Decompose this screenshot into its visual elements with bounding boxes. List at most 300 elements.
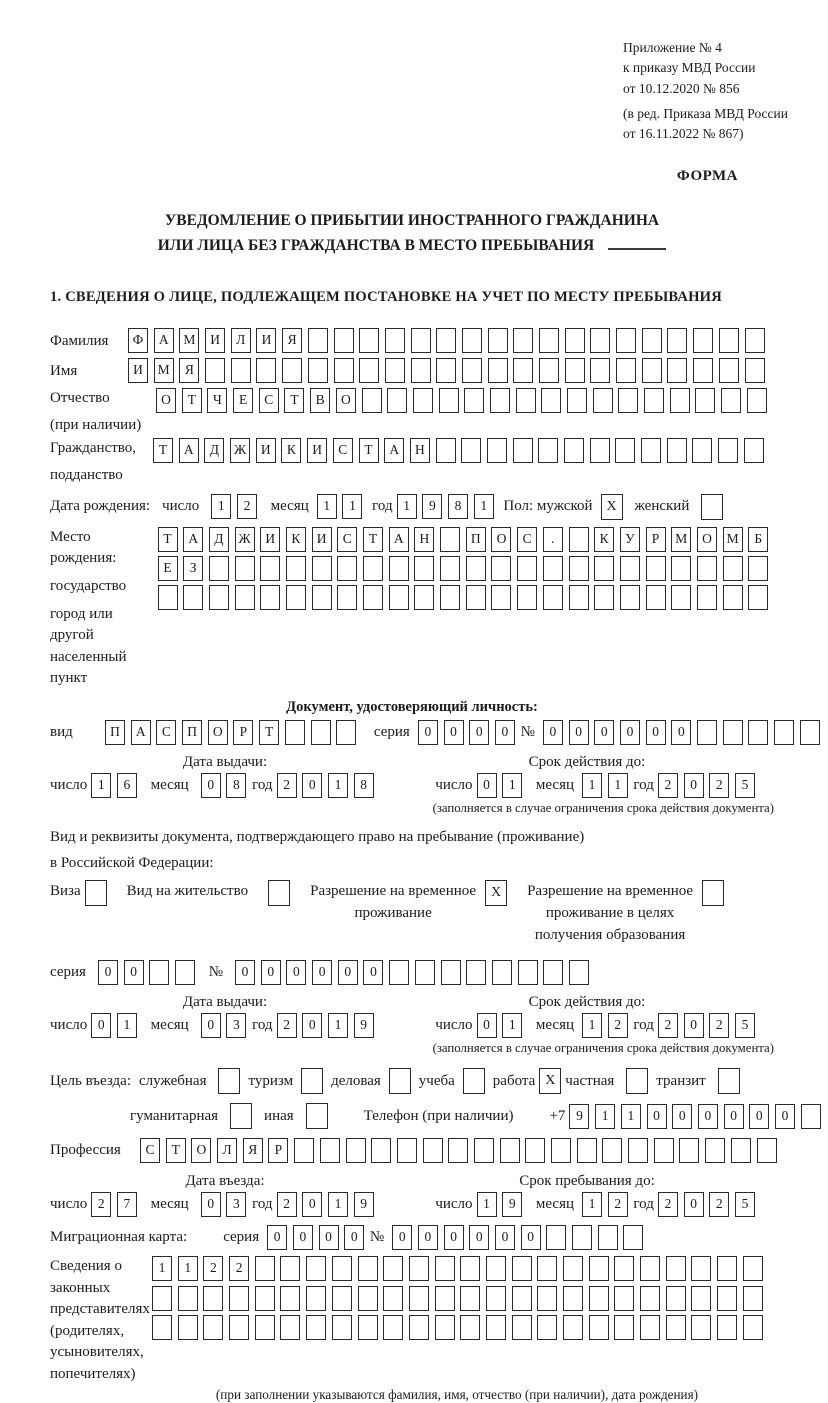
char-cell[interactable] <box>745 358 765 383</box>
char-cell[interactable]: 2 <box>709 1192 729 1217</box>
char-cell[interactable]: Ж <box>230 438 250 463</box>
char-cell[interactable] <box>435 1315 455 1340</box>
char-cell[interactable]: 0 <box>672 1104 692 1129</box>
temp-permit-edu-checkbox[interactable] <box>702 880 724 906</box>
char-cell[interactable]: И <box>260 527 280 552</box>
char-cell[interactable] <box>594 585 614 610</box>
char-cell[interactable] <box>385 328 405 353</box>
char-cell[interactable] <box>311 720 331 745</box>
char-cell[interactable] <box>551 1138 571 1163</box>
char-cell[interactable] <box>435 1256 455 1281</box>
char-cell[interactable] <box>415 960 435 985</box>
char-cell[interactable] <box>439 388 459 413</box>
char-cell[interactable] <box>646 585 666 610</box>
char-cell[interactable] <box>436 438 456 463</box>
char-cell[interactable] <box>320 1138 340 1163</box>
char-cell[interactable] <box>695 388 715 413</box>
char-cell[interactable] <box>670 388 690 413</box>
char-cell[interactable]: Ж <box>235 527 255 552</box>
char-cell[interactable] <box>743 1315 763 1340</box>
char-cell[interactable] <box>705 1138 725 1163</box>
char-cell[interactable]: 1 <box>317 494 337 519</box>
char-cell[interactable]: 0 <box>286 960 306 985</box>
char-cell[interactable] <box>440 556 460 581</box>
char-cell[interactable] <box>671 585 691 610</box>
char-cell[interactable]: А <box>154 328 174 353</box>
char-cell[interactable] <box>149 960 169 985</box>
char-cell[interactable]: 0 <box>293 1225 313 1250</box>
char-cell[interactable] <box>518 960 538 985</box>
char-cell[interactable] <box>525 1138 545 1163</box>
char-cell[interactable] <box>667 358 687 383</box>
char-cell[interactable]: 1 <box>397 494 417 519</box>
char-cell[interactable] <box>448 1138 468 1163</box>
char-cell[interactable]: М <box>671 527 691 552</box>
char-cell[interactable]: 2 <box>608 1192 628 1217</box>
char-cell[interactable] <box>371 1138 391 1163</box>
char-cell[interactable]: 0 <box>98 960 118 985</box>
char-cell[interactable]: 0 <box>201 1013 221 1038</box>
char-cell[interactable] <box>440 527 460 552</box>
char-cell[interactable] <box>671 556 691 581</box>
char-cell[interactable] <box>312 556 332 581</box>
char-cell[interactable] <box>691 1256 711 1281</box>
residence-permit-checkbox[interactable] <box>268 880 290 906</box>
char-cell[interactable] <box>158 585 178 610</box>
char-cell[interactable]: О <box>208 720 228 745</box>
purpose-study-checkbox[interactable] <box>463 1068 485 1094</box>
char-cell[interactable] <box>590 438 610 463</box>
char-cell[interactable]: 0 <box>521 1225 541 1250</box>
char-cell[interactable]: Т <box>153 438 173 463</box>
char-cell[interactable] <box>539 328 559 353</box>
char-cell[interactable]: Т <box>359 438 379 463</box>
char-cell[interactable]: 0 <box>469 720 489 745</box>
char-cell[interactable] <box>411 358 431 383</box>
char-cell[interactable]: 0 <box>312 960 332 985</box>
char-cell[interactable] <box>358 1286 378 1311</box>
char-cell[interactable]: Я <box>243 1138 263 1163</box>
char-cell[interactable] <box>747 388 767 413</box>
char-cell[interactable]: Д <box>209 527 229 552</box>
char-cell[interactable] <box>719 328 739 353</box>
char-cell[interactable] <box>152 1315 172 1340</box>
char-cell[interactable]: 2 <box>277 1192 297 1217</box>
char-cell[interactable]: Я <box>179 358 199 383</box>
char-cell[interactable] <box>255 1256 275 1281</box>
char-cell[interactable]: К <box>286 527 306 552</box>
char-cell[interactable] <box>513 358 533 383</box>
char-cell[interactable]: А <box>179 438 199 463</box>
char-cell[interactable] <box>500 1138 520 1163</box>
char-cell[interactable] <box>590 328 610 353</box>
char-cell[interactable] <box>563 1315 583 1340</box>
char-cell[interactable]: 1 <box>152 1256 172 1281</box>
char-cell[interactable] <box>383 1286 403 1311</box>
char-cell[interactable] <box>389 585 409 610</box>
char-cell[interactable]: 0 <box>444 1225 464 1250</box>
char-cell[interactable] <box>642 358 662 383</box>
char-cell[interactable]: О <box>697 527 717 552</box>
char-cell[interactable]: А <box>131 720 151 745</box>
char-cell[interactable]: 0 <box>477 1013 497 1038</box>
char-cell[interactable] <box>538 438 558 463</box>
char-cell[interactable] <box>231 358 251 383</box>
char-cell[interactable] <box>537 1256 557 1281</box>
char-cell[interactable] <box>308 358 328 383</box>
char-cell[interactable]: 0 <box>124 960 144 985</box>
char-cell[interactable]: 2 <box>277 773 297 798</box>
char-cell[interactable] <box>414 556 434 581</box>
char-cell[interactable]: 0 <box>684 1013 704 1038</box>
char-cell[interactable] <box>614 1256 634 1281</box>
char-cell[interactable] <box>539 358 559 383</box>
char-cell[interactable]: С <box>517 527 537 552</box>
char-cell[interactable] <box>697 556 717 581</box>
char-cell[interactable] <box>466 556 486 581</box>
char-cell[interactable] <box>183 585 203 610</box>
char-cell[interactable]: Б <box>748 527 768 552</box>
char-cell[interactable]: 9 <box>569 1104 589 1129</box>
char-cell[interactable] <box>435 1286 455 1311</box>
char-cell[interactable]: 1 <box>582 1013 602 1038</box>
char-cell[interactable]: 1 <box>595 1104 615 1129</box>
char-cell[interactable] <box>565 358 585 383</box>
char-cell[interactable]: Л <box>217 1138 237 1163</box>
char-cell[interactable]: М <box>723 527 743 552</box>
char-cell[interactable]: М <box>179 328 199 353</box>
char-cell[interactable] <box>280 1315 300 1340</box>
char-cell[interactable] <box>577 1138 597 1163</box>
char-cell[interactable] <box>743 1286 763 1311</box>
char-cell[interactable] <box>203 1286 223 1311</box>
char-cell[interactable]: Т <box>284 388 304 413</box>
purpose-official-checkbox[interactable] <box>218 1068 240 1094</box>
char-cell[interactable] <box>286 556 306 581</box>
temp-permit-checkbox[interactable]: X <box>485 880 507 906</box>
char-cell[interactable]: 0 <box>302 773 322 798</box>
char-cell[interactable] <box>719 358 739 383</box>
char-cell[interactable] <box>572 1225 592 1250</box>
sex-female-checkbox[interactable] <box>701 494 723 520</box>
char-cell[interactable]: 2 <box>608 1013 628 1038</box>
char-cell[interactable] <box>409 1315 429 1340</box>
char-cell[interactable]: О <box>156 388 176 413</box>
char-cell[interactable]: Ч <box>207 388 227 413</box>
char-cell[interactable]: И <box>312 527 332 552</box>
char-cell[interactable] <box>474 1138 494 1163</box>
char-cell[interactable]: 0 <box>469 1225 489 1250</box>
char-cell[interactable] <box>486 1256 506 1281</box>
char-cell[interactable]: 6 <box>117 773 137 798</box>
char-cell[interactable] <box>537 1286 557 1311</box>
char-cell[interactable] <box>569 585 589 610</box>
char-cell[interactable] <box>589 1286 609 1311</box>
char-cell[interactable]: 0 <box>749 1104 769 1129</box>
char-cell[interactable] <box>385 358 405 383</box>
char-cell[interactable]: . <box>543 527 563 552</box>
purpose-private-checkbox[interactable] <box>626 1068 648 1094</box>
char-cell[interactable]: И <box>128 358 148 383</box>
char-cell[interactable] <box>387 388 407 413</box>
char-cell[interactable] <box>332 1315 352 1340</box>
char-cell[interactable]: 0 <box>302 1013 322 1038</box>
char-cell[interactable]: 0 <box>477 773 497 798</box>
char-cell[interactable]: П <box>466 527 486 552</box>
char-cell[interactable]: 0 <box>495 1225 515 1250</box>
char-cell[interactable] <box>462 328 482 353</box>
char-cell[interactable]: 0 <box>363 960 383 985</box>
char-cell[interactable] <box>460 1256 480 1281</box>
char-cell[interactable] <box>460 1315 480 1340</box>
char-cell[interactable]: О <box>336 388 356 413</box>
char-cell[interactable] <box>312 585 332 610</box>
char-cell[interactable] <box>590 358 610 383</box>
char-cell[interactable]: М <box>154 358 174 383</box>
char-cell[interactable] <box>440 585 460 610</box>
char-cell[interactable]: А <box>389 527 409 552</box>
char-cell[interactable]: 9 <box>354 1013 374 1038</box>
char-cell[interactable]: 2 <box>658 1013 678 1038</box>
char-cell[interactable]: 0 <box>620 720 640 745</box>
char-cell[interactable]: 0 <box>319 1225 339 1250</box>
char-cell[interactable]: Е <box>233 388 253 413</box>
char-cell[interactable] <box>358 1315 378 1340</box>
char-cell[interactable] <box>512 1286 532 1311</box>
char-cell[interactable]: 2 <box>229 1256 249 1281</box>
char-cell[interactable] <box>280 1256 300 1281</box>
char-cell[interactable] <box>229 1286 249 1311</box>
char-cell[interactable] <box>757 1138 777 1163</box>
char-cell[interactable] <box>336 720 356 745</box>
char-cell[interactable]: 0 <box>344 1225 364 1250</box>
char-cell[interactable] <box>409 1286 429 1311</box>
char-cell[interactable]: У <box>620 527 640 552</box>
char-cell[interactable] <box>697 720 717 745</box>
char-cell[interactable] <box>616 328 636 353</box>
char-cell[interactable] <box>466 960 486 985</box>
char-cell[interactable] <box>640 1256 660 1281</box>
char-cell[interactable] <box>517 556 537 581</box>
char-cell[interactable] <box>774 720 794 745</box>
purpose-humanitarian-checkbox[interactable] <box>230 1103 252 1129</box>
char-cell[interactable] <box>175 960 195 985</box>
char-cell[interactable] <box>666 1315 686 1340</box>
char-cell[interactable]: 1 <box>117 1013 137 1038</box>
char-cell[interactable] <box>744 438 764 463</box>
char-cell[interactable]: П <box>105 720 125 745</box>
char-cell[interactable] <box>487 438 507 463</box>
char-cell[interactable] <box>691 1315 711 1340</box>
char-cell[interactable] <box>363 585 383 610</box>
char-cell[interactable]: 1 <box>502 773 522 798</box>
char-cell[interactable] <box>332 1286 352 1311</box>
char-cell[interactable] <box>389 556 409 581</box>
char-cell[interactable]: 0 <box>724 1104 744 1129</box>
char-cell[interactable]: О <box>491 527 511 552</box>
char-cell[interactable]: И <box>256 328 276 353</box>
char-cell[interactable] <box>462 358 482 383</box>
char-cell[interactable] <box>543 960 563 985</box>
char-cell[interactable] <box>693 358 713 383</box>
char-cell[interactable] <box>748 585 768 610</box>
char-cell[interactable]: Т <box>259 720 279 745</box>
char-cell[interactable]: 0 <box>235 960 255 985</box>
char-cell[interactable]: А <box>384 438 404 463</box>
char-cell[interactable]: 2 <box>237 494 257 519</box>
char-cell[interactable]: 0 <box>646 720 666 745</box>
char-cell[interactable]: 2 <box>277 1013 297 1038</box>
char-cell[interactable]: 7 <box>117 1192 137 1217</box>
char-cell[interactable] <box>614 1286 634 1311</box>
char-cell[interactable] <box>721 388 741 413</box>
char-cell[interactable]: 3 <box>226 1013 246 1038</box>
char-cell[interactable] <box>229 1315 249 1340</box>
char-cell[interactable] <box>383 1315 403 1340</box>
char-cell[interactable] <box>411 328 431 353</box>
char-cell[interactable] <box>569 556 589 581</box>
char-cell[interactable]: С <box>333 438 353 463</box>
char-cell[interactable] <box>717 1315 737 1340</box>
char-cell[interactable] <box>614 1315 634 1340</box>
char-cell[interactable]: 1 <box>582 1192 602 1217</box>
char-cell[interactable]: С <box>156 720 176 745</box>
char-cell[interactable]: 9 <box>422 494 442 519</box>
char-cell[interactable] <box>334 358 354 383</box>
char-cell[interactable] <box>745 328 765 353</box>
char-cell[interactable] <box>363 556 383 581</box>
char-cell[interactable]: С <box>140 1138 160 1163</box>
char-cell[interactable]: О <box>191 1138 211 1163</box>
char-cell[interactable]: 0 <box>392 1225 412 1250</box>
purpose-business-checkbox[interactable] <box>389 1068 411 1094</box>
char-cell[interactable]: 2 <box>709 773 729 798</box>
char-cell[interactable] <box>308 328 328 353</box>
char-cell[interactable] <box>488 358 508 383</box>
char-cell[interactable] <box>667 438 687 463</box>
char-cell[interactable] <box>640 1286 660 1311</box>
char-cell[interactable]: И <box>205 328 225 353</box>
char-cell[interactable] <box>569 527 589 552</box>
char-cell[interactable] <box>152 1286 172 1311</box>
char-cell[interactable] <box>235 556 255 581</box>
char-cell[interactable]: 0 <box>302 1192 322 1217</box>
sex-male-checkbox[interactable]: X <box>601 494 623 520</box>
char-cell[interactable]: 0 <box>684 1192 704 1217</box>
char-cell[interactable]: Е <box>158 556 178 581</box>
char-cell[interactable]: А <box>183 527 203 552</box>
char-cell[interactable] <box>436 358 456 383</box>
char-cell[interactable] <box>306 1256 326 1281</box>
char-cell[interactable] <box>537 1315 557 1340</box>
char-cell[interactable] <box>718 438 738 463</box>
char-cell[interactable]: Н <box>414 527 434 552</box>
char-cell[interactable]: 2 <box>658 773 678 798</box>
char-cell[interactable] <box>564 438 584 463</box>
char-cell[interactable] <box>282 358 302 383</box>
char-cell[interactable] <box>543 585 563 610</box>
char-cell[interactable] <box>620 585 640 610</box>
char-cell[interactable] <box>486 1315 506 1340</box>
char-cell[interactable] <box>337 556 357 581</box>
char-cell[interactable] <box>414 585 434 610</box>
char-cell[interactable] <box>541 388 561 413</box>
char-cell[interactable] <box>285 720 305 745</box>
char-cell[interactable] <box>486 1286 506 1311</box>
char-cell[interactable] <box>203 1315 223 1340</box>
char-cell[interactable] <box>602 1138 622 1163</box>
char-cell[interactable]: 0 <box>267 1225 287 1250</box>
char-cell[interactable] <box>359 358 379 383</box>
char-cell[interactable]: 5 <box>735 1013 755 1038</box>
char-cell[interactable]: 5 <box>735 773 755 798</box>
purpose-transit-checkbox[interactable] <box>718 1068 740 1094</box>
char-cell[interactable] <box>717 1256 737 1281</box>
char-cell[interactable] <box>260 585 280 610</box>
purpose-other-checkbox[interactable] <box>306 1103 328 1129</box>
char-cell[interactable] <box>543 556 563 581</box>
char-cell[interactable] <box>697 585 717 610</box>
char-cell[interactable]: 0 <box>684 773 704 798</box>
char-cell[interactable] <box>389 960 409 985</box>
char-cell[interactable] <box>209 556 229 581</box>
char-cell[interactable] <box>594 556 614 581</box>
char-cell[interactable] <box>563 1286 583 1311</box>
char-cell[interactable] <box>800 720 820 745</box>
char-cell[interactable] <box>383 1256 403 1281</box>
char-cell[interactable] <box>359 328 379 353</box>
char-cell[interactable] <box>334 328 354 353</box>
char-cell[interactable] <box>748 720 768 745</box>
char-cell[interactable]: 0 <box>569 720 589 745</box>
char-cell[interactable]: 0 <box>543 720 563 745</box>
char-cell[interactable] <box>618 388 638 413</box>
char-cell[interactable]: 8 <box>354 773 374 798</box>
char-cell[interactable]: 1 <box>502 1013 522 1038</box>
char-cell[interactable] <box>654 1138 674 1163</box>
char-cell[interactable] <box>436 328 456 353</box>
char-cell[interactable]: Т <box>166 1138 186 1163</box>
char-cell[interactable]: С <box>337 527 357 552</box>
char-cell[interactable] <box>255 1286 275 1311</box>
char-cell[interactable] <box>488 328 508 353</box>
char-cell[interactable] <box>362 388 382 413</box>
char-cell[interactable] <box>294 1138 314 1163</box>
purpose-work-checkbox[interactable]: X <box>539 1068 561 1094</box>
char-cell[interactable]: Ф <box>128 328 148 353</box>
char-cell[interactable] <box>491 585 511 610</box>
char-cell[interactable] <box>743 1256 763 1281</box>
char-cell[interactable]: З <box>183 556 203 581</box>
char-cell[interactable] <box>280 1286 300 1311</box>
char-cell[interactable] <box>490 388 510 413</box>
char-cell[interactable]: 1 <box>477 1192 497 1217</box>
char-cell[interactable] <box>666 1286 686 1311</box>
char-cell[interactable]: 8 <box>226 773 246 798</box>
char-cell[interactable] <box>723 585 743 610</box>
char-cell[interactable] <box>513 328 533 353</box>
char-cell[interactable] <box>337 585 357 610</box>
char-cell[interactable] <box>567 388 587 413</box>
char-cell[interactable]: К <box>594 527 614 552</box>
char-cell[interactable] <box>546 1225 566 1250</box>
char-cell[interactable]: 0 <box>495 720 515 745</box>
char-cell[interactable] <box>646 556 666 581</box>
char-cell[interactable]: Н <box>410 438 430 463</box>
char-cell[interactable]: Л <box>231 328 251 353</box>
char-cell[interactable]: 0 <box>201 773 221 798</box>
char-cell[interactable] <box>513 438 533 463</box>
